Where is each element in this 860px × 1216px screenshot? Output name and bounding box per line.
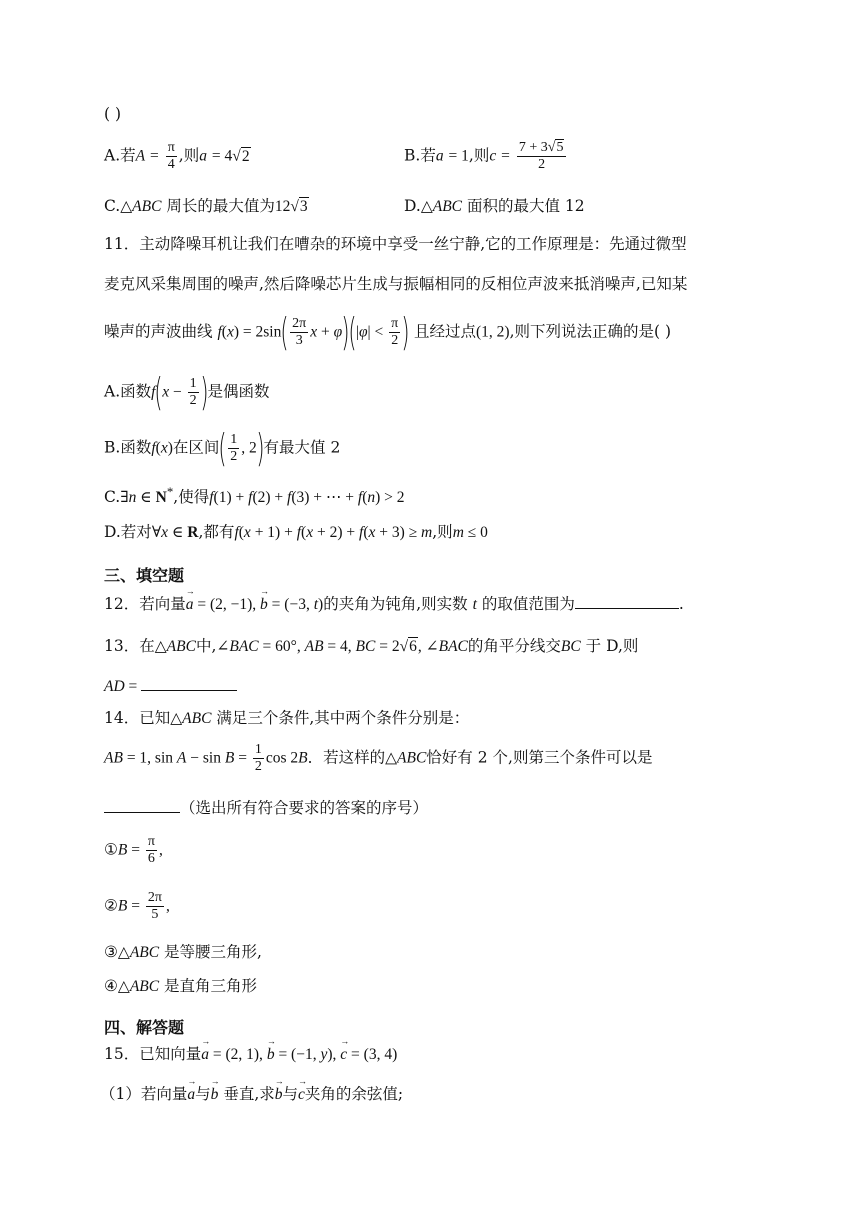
q11-option-c: C.∃n ∈ N*,使得f(1) + f(2) + f(3) + ⋯ + f(n) > 2 [104, 484, 405, 507]
q15: 15．已知向量→ a = (2, 1), → b = (−1, y), → c = (3, 4) [104, 1044, 397, 1065]
q10-option-c: C.△ABC 周长的最大值为12√3 [104, 197, 308, 215]
q14-conditions: AB = 1, sin A − sin B = $\frac{1}{2}$ cos 2B．若这样的△ABC恰好有 2 个,则第三个条件可以是 [104, 742, 653, 775]
q13-answer: AD = [104, 676, 237, 697]
q14-option-2: ②B = $\frac{2\pi}{5}$ , [104, 890, 170, 923]
q10-option-d: D.△ABC 面积的最大值 12 [404, 197, 585, 215]
q11-line2: 麦克风采集周围的噪声,然后降噪芯片生成与振幅相同的反相位声波来抵消噪声,已知某 [104, 275, 688, 293]
q11-line1: 11．主动降噪耳机让我们在嘈杂的环境中享受一丝宁静,它的工作原理是：先通过微型 [104, 235, 687, 253]
q11-option-a: A.函数f(x − $\frac{1}{2}$ )是偶函数 [104, 370, 270, 414]
q14-option-1: ①B = $\frac{\pi}{6}$ , [104, 834, 163, 867]
q14: 14．已知△ABC 满足三个条件,其中两个条件分别是： [104, 709, 470, 727]
q10-option-a: A.若A = $\frac{\pi}{4}$ ,则a = 4√2 [104, 140, 250, 173]
q15-part1: （1）若向量→ a与→ b 垂直,求→ b与→ c夹角的余弦值; [100, 1084, 403, 1105]
q10-option-b: B.若a = 1,则c = $\frac{7 + 3√5}{2}$ [404, 140, 568, 173]
q14-option-4: ④△ABC 是直角三角形 [104, 977, 258, 995]
q11-option-b: B.函数f(x)在区间( $\frac{1}{2}$ , 2)有最大值 2 [104, 426, 341, 470]
section-fill-in: 三、填空题 [104, 566, 185, 585]
q14-option-3: ③△ABC 是等腰三角形, [104, 943, 262, 961]
section-solve: 四、解答题 [104, 1018, 185, 1037]
q13: 13．在△ABC中,∠BAC = 60°, AB = 4, BC = 2√6, ∠BAC的角平分线交BC 于 D,则 [104, 637, 639, 655]
q11-option-d: D.若对∀x ∈ R,都有f(x + 1) + f(x + 2) + f(x + 3) ≥ m,则m ≤ 0 [104, 523, 488, 541]
q12: 12．若向量→ a = (2, −1), → b = (−3, t)的夹角为钝角,则实数 t 的取值范围为 . [104, 594, 684, 615]
q14-blank: （选出所有符合要求的答案的序号） [104, 798, 428, 818]
q10-paren: ( ) [104, 105, 122, 123]
q11-line3: 噪声的声波曲线 f(x) = 2sin( $\frac{2\pi}{3}$ x + φ)(|φ| < $\frac{\pi}{2}$ ) 且经过点(1, 2),则下列说法正确的是( ) [104, 310, 672, 354]
